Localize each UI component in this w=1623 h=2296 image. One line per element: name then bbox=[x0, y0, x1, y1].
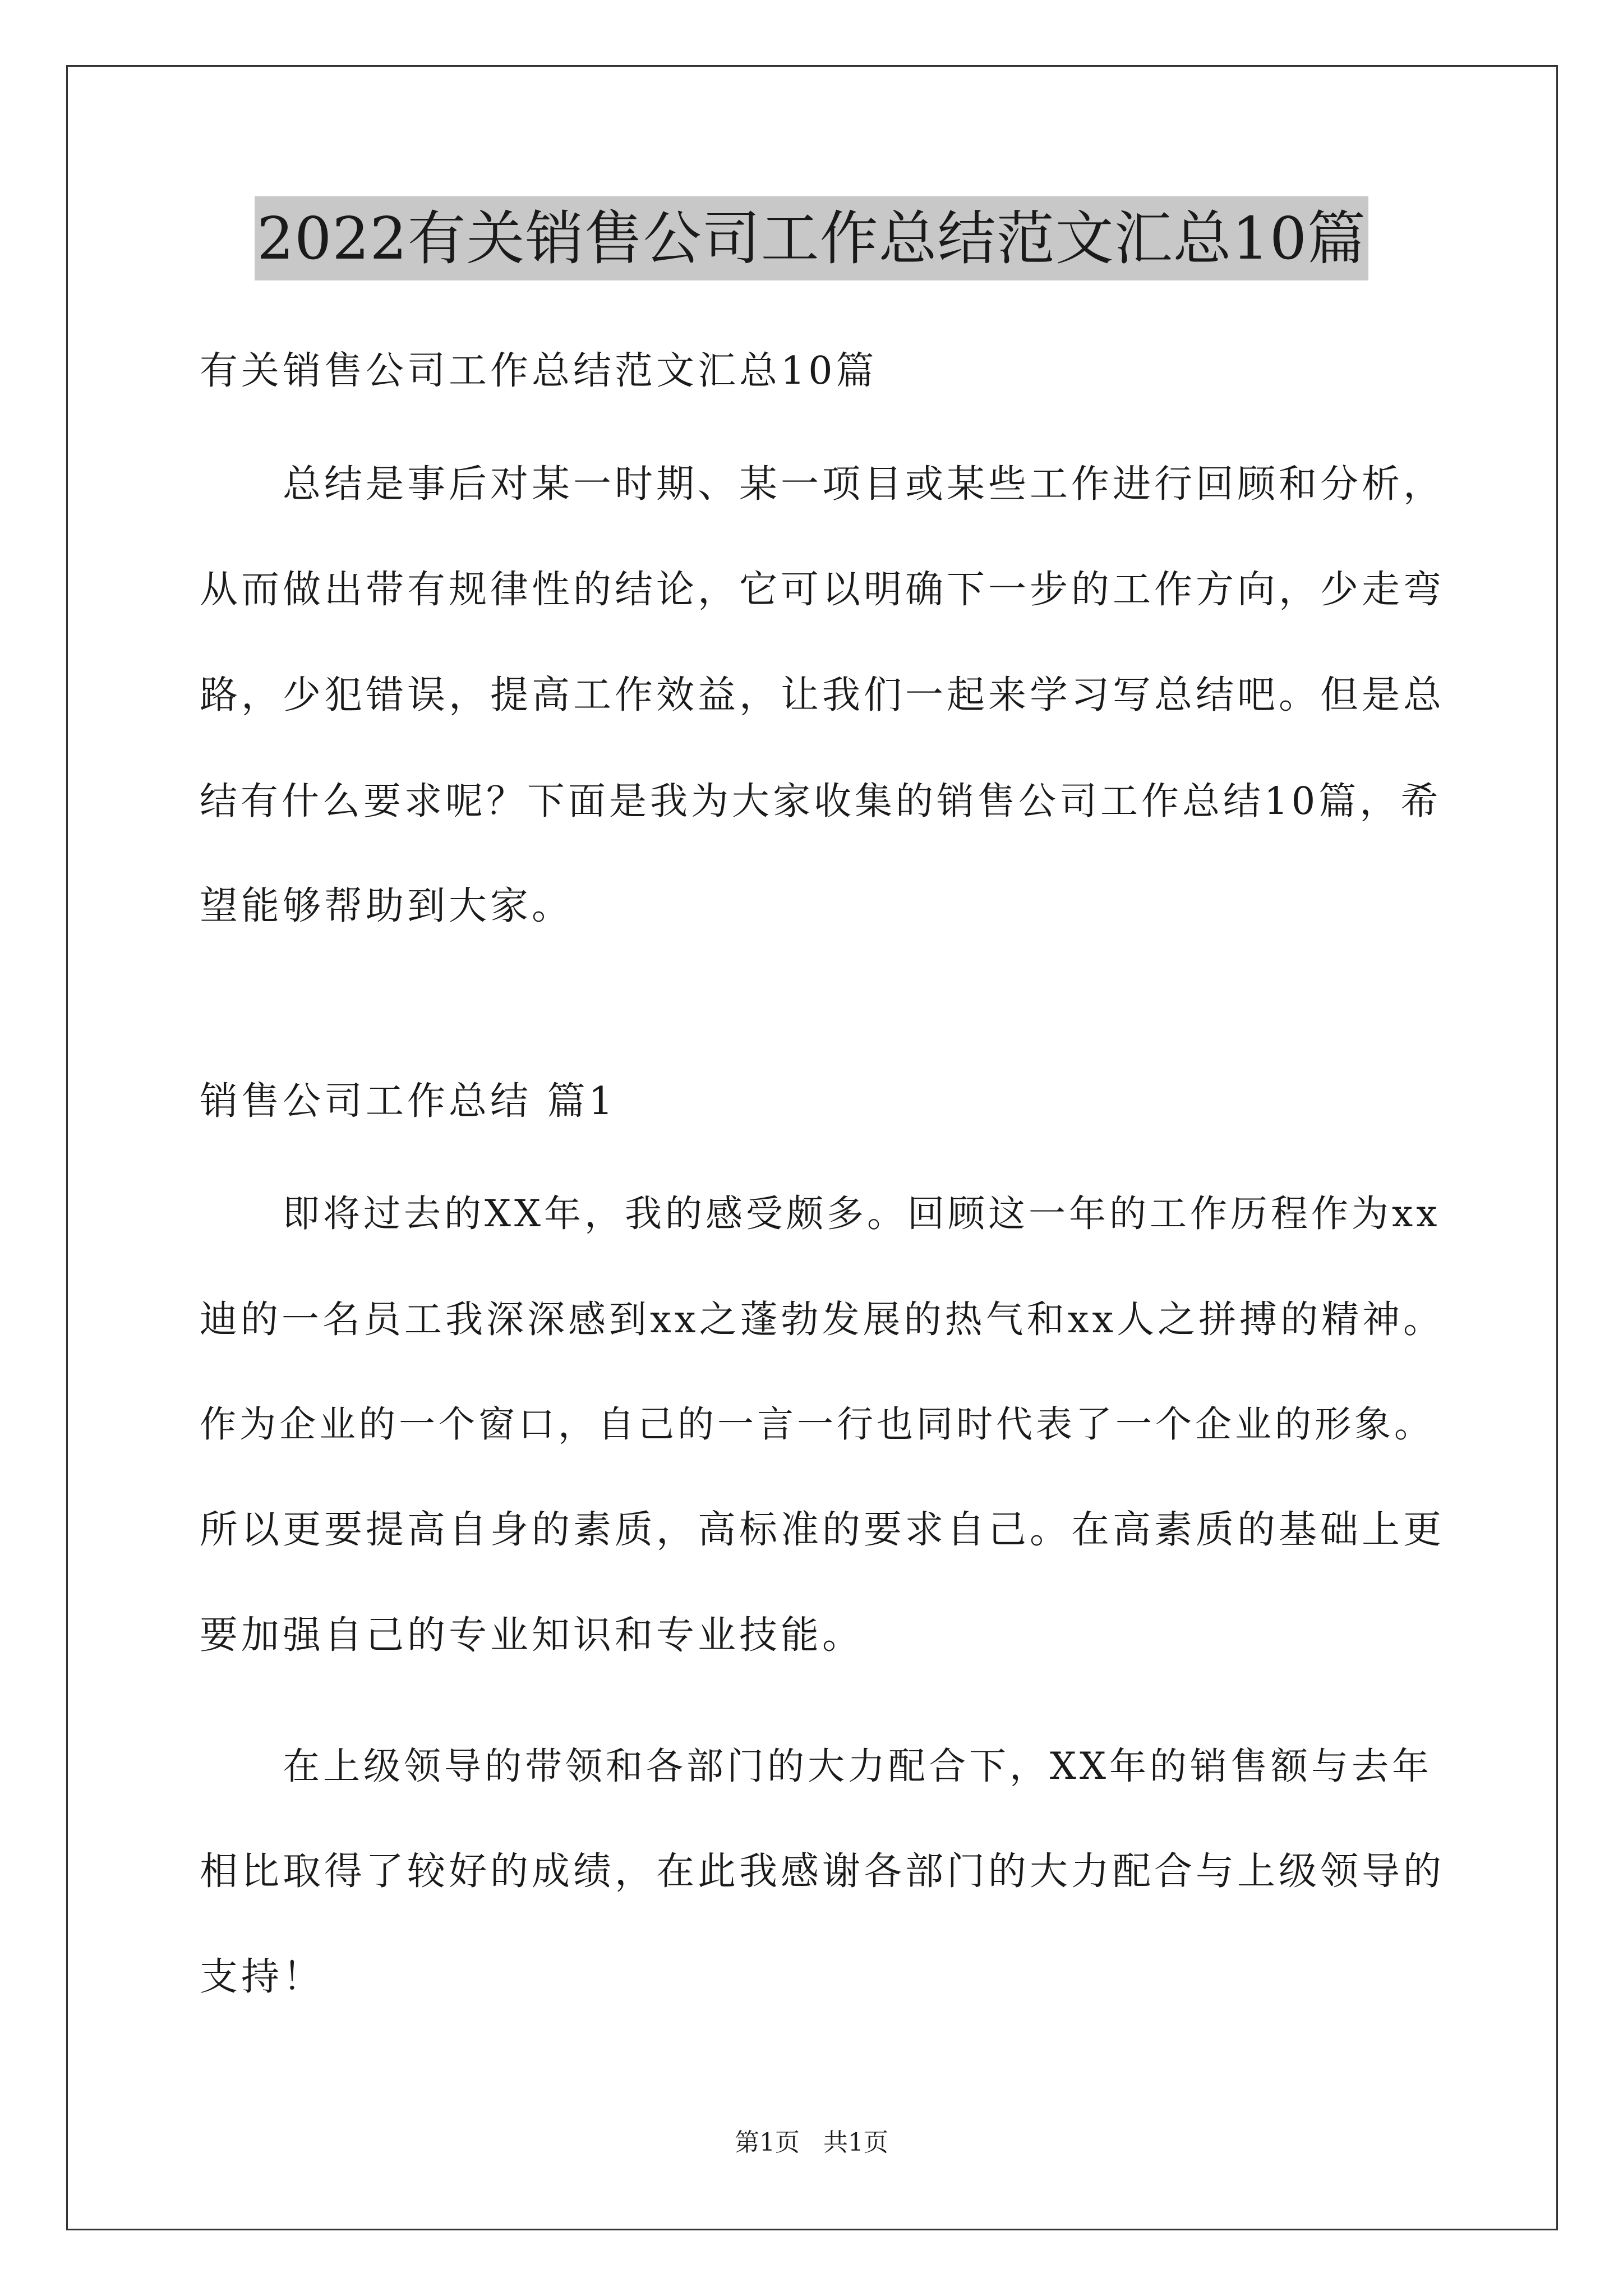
paragraph-line: 相比取得了较好的成绩，在此我感谢各部门的大力配合与上级领导的 bbox=[200, 1849, 1445, 1894]
section-heading: 销售公司工作总结 篇1 bbox=[200, 1079, 616, 1124]
page-footer: 第1页 共1页 bbox=[735, 2128, 888, 2157]
paragraph-line: 要加强自己的专业知识和专业技能。 bbox=[200, 1613, 864, 1658]
intro-line: 望能够帮助到大家。 bbox=[200, 884, 574, 928]
paragraph-line: 作为企业的一个窗口，自己的一言一行也同时代表了一个企业的形象。 bbox=[200, 1404, 1435, 1446]
paragraph-line: 即将过去的XX年，我的感受颇多。回顾这一年的工作历程作为xx bbox=[283, 1192, 1441, 1235]
paragraph-line: 在上级领导的带领和各部门的大力配合下，XX年的销售额与去年 bbox=[283, 1745, 1432, 1788]
paragraph-line: 所以更要提高自身的素质，高标准的要求自己。在高素质的基础上更 bbox=[200, 1508, 1445, 1552]
intro-line: 路，少犯错误，提高工作效益，让我们一起来学习写总结吧。但是总 bbox=[200, 673, 1445, 717]
intro-line: 总结是事后对某一时期、某一项目或某些工作进行回顾和分析， bbox=[283, 462, 1445, 507]
intro-line: 结有什么要求呢？下面是我为大家收集的销售公司工作总结10篇，希 bbox=[200, 779, 1442, 823]
paragraph-line: 支持！ bbox=[200, 1955, 325, 1999]
document-title: 2022有关销售公司工作总结范文汇总10篇 bbox=[255, 196, 1368, 280]
title-wrap bbox=[0, 196, 1623, 280]
intro-line: 从而做出带有规律性的结论，它可以明确下一步的工作方向，少走弯 bbox=[200, 568, 1445, 612]
subtitle: 有关销售公司工作总结范文汇总10篇 bbox=[200, 349, 878, 393]
paragraph-line: 迪的一名员工我深深感到xx之蓬勃发展的热气和xx人之拼搏的精神。 bbox=[200, 1297, 1445, 1341]
